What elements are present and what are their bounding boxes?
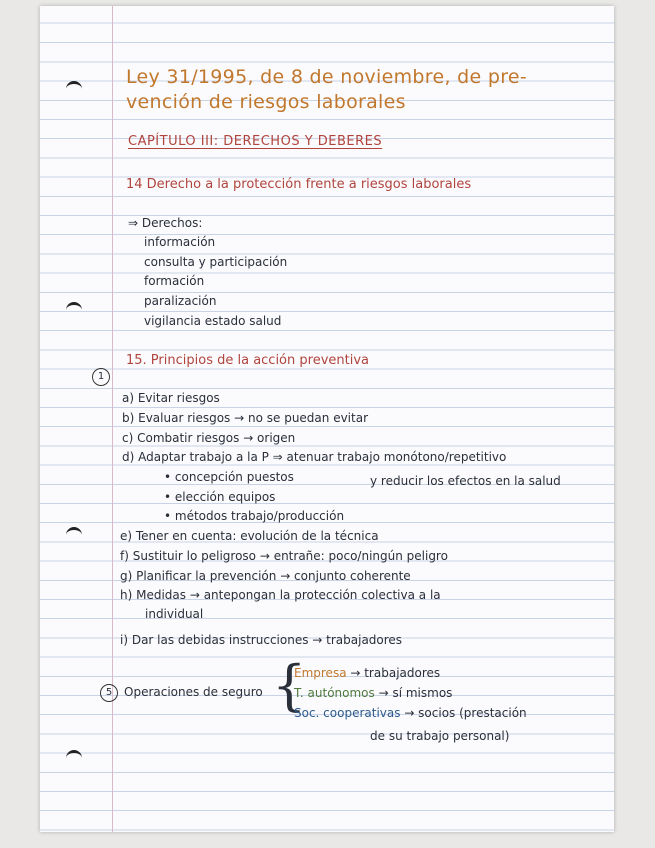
right-item: formación [144,274,205,288]
principle-item: d) Adaptar trabajo a la P ⇒ atenuar trabajo monótono/repetitivo [122,450,507,464]
principle-item: i) Dar las debidas instrucciones → trabajadores [120,633,403,647]
principle-item: e) Tener en cuenta: evolución de la técnica [120,529,379,543]
principle-subitem: • concepción puestos [164,470,294,484]
rights-label: ⇒ Derechos: [128,216,203,230]
section-marker: 1 [92,368,110,386]
article-15-heading: 15. Principios de la acción preventiva [126,353,369,368]
principle-subitem: • métodos trabajo/producción [164,509,345,523]
operations-value: → sí mismos [374,686,453,700]
ring-hole-icon [66,750,82,761]
principle-item: b) Evaluar riesgos → no se puedan evitar [122,411,369,425]
operations-value: → socios (prestación [400,706,527,720]
right-item: consulta y participación [144,255,288,269]
ring-hole-icon [66,527,82,538]
principle-note: y reducir los efectos en la salud [370,474,561,488]
right-item: vigilancia estado salud [144,314,282,328]
brace-icon: { [272,654,307,717]
principle-item: g) Planificar la prevención → conjunto coherente [120,569,411,583]
operations-row [294,686,452,700]
principle-subitem: • elección equipos [164,490,276,504]
operations-key: Soc. cooperativas [294,706,401,720]
principle-item: a) Evitar riesgos [122,391,220,405]
operations-key: Empresa [294,666,347,680]
principle-item-continuation: individual [145,607,204,621]
operations-label: Operaciones de seguro [124,685,263,699]
margin-line [112,6,113,832]
principle-item: f) Sustituir lo peligroso → entrañe: poco/ningún peligro [120,549,448,563]
title-line-2: vención de riesgos laborales [126,91,406,113]
operations-row [294,706,527,720]
principle-item: c) Combatir riesgos → origen [122,431,296,445]
ring-hole-icon [66,81,82,92]
right-item: paralización [144,294,217,308]
operations-row [294,666,440,680]
operations-key: T. autónomos [294,686,375,700]
right-item: información [144,235,216,249]
chapter-heading: CAPÍTULO III: DERECHOS Y DEBERES [128,134,383,149]
title-line-1: Ley 31/1995, de 8 de noviembre, de pre- [126,66,528,88]
notebook-page [40,6,614,832]
operations-value: → trabajadores [346,666,441,680]
principle-item: h) Medidas → antepongan la protección colectiva a la [120,588,441,602]
ring-hole-icon [66,302,82,313]
operations-continuation: de su trabajo personal) [370,729,510,743]
article-14-heading: 14 Derecho a la protección frente a riesgos laborales [126,177,472,192]
section-marker: 5 [100,684,118,702]
